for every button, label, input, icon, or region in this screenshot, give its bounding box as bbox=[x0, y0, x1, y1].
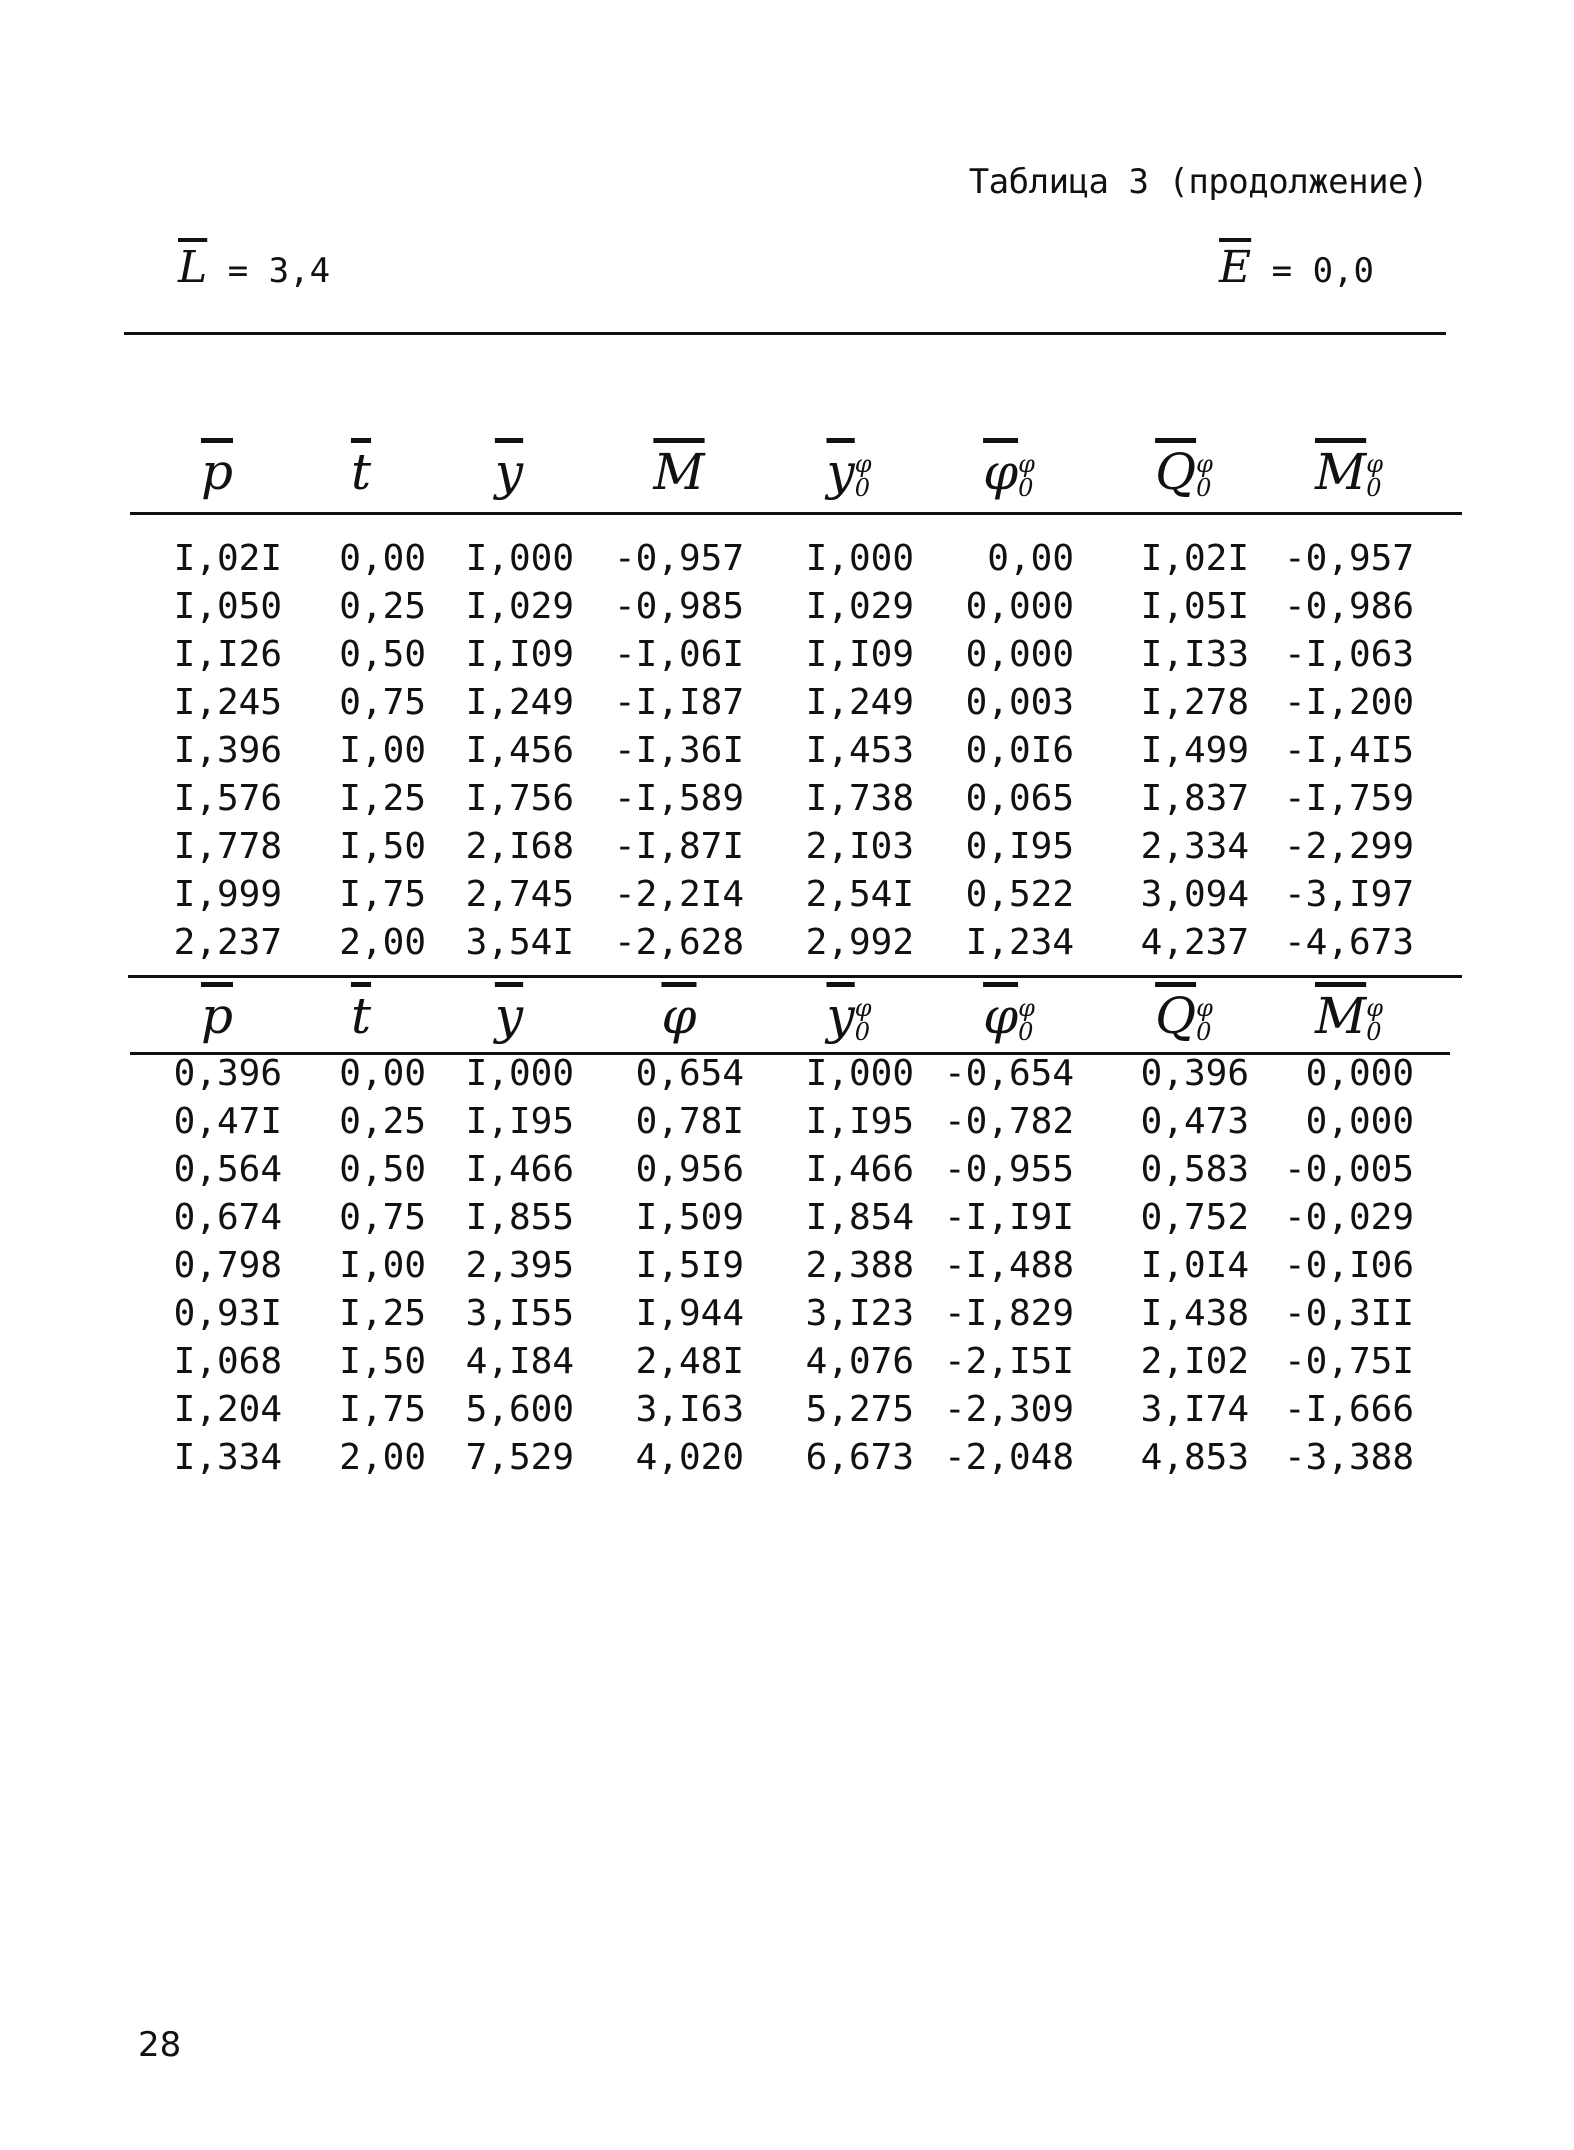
table-cell: -2,2I4 bbox=[613, 874, 744, 915]
table-cell: 4,237 bbox=[1140, 922, 1249, 963]
table-cell: I,00 bbox=[339, 730, 426, 771]
header-superscript: φ bbox=[1366, 994, 1383, 1022]
table-cell: -0,005 bbox=[1283, 1149, 1414, 1190]
table-cell: 2,I03 bbox=[805, 826, 914, 867]
table1-body bbox=[124, 535, 1464, 967]
table1-header-3 bbox=[604, 440, 754, 504]
header-subscript: 0 bbox=[854, 474, 870, 502]
table-cell: -I,I9I bbox=[943, 1197, 1074, 1238]
table-row bbox=[124, 1386, 1464, 1434]
table-cell: I,245 bbox=[173, 682, 282, 723]
table-row bbox=[124, 1146, 1464, 1194]
table-cell: I,466 bbox=[805, 1149, 914, 1190]
table-cell: I,756 bbox=[465, 778, 574, 819]
param-e bbox=[1219, 242, 1374, 293]
header-subscript: 0 bbox=[1366, 474, 1382, 502]
header-symbol: $\overline{\varphi}$ bbox=[661, 987, 697, 1045]
table-row bbox=[124, 919, 1464, 967]
param-l bbox=[178, 242, 330, 293]
header-symbol: $\overline{t}$ bbox=[350, 987, 372, 1045]
table-cell: I,204 bbox=[173, 1389, 282, 1430]
table-cell: I,I95 bbox=[805, 1101, 914, 1142]
header-symbol: $\overline{p}$ bbox=[200, 987, 233, 1045]
header-superscript: φ bbox=[854, 450, 872, 478]
table-cell: -I,488 bbox=[943, 1245, 1074, 1286]
table-cell: 4,853 bbox=[1140, 1437, 1249, 1478]
table-cell: 4,076 bbox=[805, 1341, 914, 1382]
table-cell: I,778 bbox=[173, 826, 282, 867]
table-row bbox=[124, 871, 1464, 919]
table-cell: 7,529 bbox=[465, 1437, 574, 1478]
table-cell: -3,388 bbox=[1283, 1437, 1414, 1478]
table1-header-4 bbox=[774, 440, 924, 504]
table-cell: I,509 bbox=[635, 1197, 744, 1238]
table-cell: 0,47I bbox=[173, 1101, 282, 1142]
table-caption: Таблица 3 (продолжение) bbox=[968, 162, 1428, 202]
table-cell: I,25 bbox=[339, 1293, 426, 1334]
table-cell: 3,I74 bbox=[1140, 1389, 1249, 1430]
table-cell: 6,673 bbox=[805, 1437, 914, 1478]
page-number: 28 bbox=[138, 2025, 182, 2065]
header-symbol: $\overline{y}$ bbox=[826, 987, 855, 1045]
table-row bbox=[124, 1290, 1464, 1338]
table-cell: I,000 bbox=[465, 1053, 574, 1094]
table-cell: -0,029 bbox=[1283, 1197, 1414, 1238]
table-cell: 0,75 bbox=[339, 1197, 426, 1238]
param-e-value: = 0,0 bbox=[1271, 251, 1374, 291]
table-cell: -0,957 bbox=[613, 538, 744, 579]
table2-header-1 bbox=[286, 984, 436, 1048]
table-cell: I,050 bbox=[173, 586, 282, 627]
table-cell: 0,00 bbox=[987, 538, 1074, 579]
table-cell: I,438 bbox=[1140, 1293, 1249, 1334]
table-row bbox=[124, 535, 1464, 583]
table2-header-4 bbox=[774, 984, 924, 1048]
table-cell: I,837 bbox=[1140, 778, 1249, 819]
table-cell: 0,0I6 bbox=[965, 730, 1074, 771]
table-cell: 4,020 bbox=[635, 1437, 744, 1478]
table2-header-3 bbox=[604, 984, 754, 1048]
table-cell: 5,600 bbox=[465, 1389, 574, 1430]
table-cell: 0,50 bbox=[339, 1149, 426, 1190]
table-cell: 2,54I bbox=[805, 874, 914, 915]
table-cell: -I,06I bbox=[613, 634, 744, 675]
param-l-symbol: $\overline{L}$ bbox=[178, 242, 208, 293]
table-row bbox=[124, 727, 1464, 775]
table-cell: -I,200 bbox=[1283, 682, 1414, 723]
table-cell: 2,I02 bbox=[1140, 1341, 1249, 1382]
table-cell: 5,275 bbox=[805, 1389, 914, 1430]
table-cell: -I,589 bbox=[613, 778, 744, 819]
table-cell: I,453 bbox=[805, 730, 914, 771]
table-cell: I,854 bbox=[805, 1197, 914, 1238]
table2-header-2 bbox=[434, 984, 584, 1048]
table-cell: -I,I87 bbox=[613, 682, 744, 723]
header-subscript: 0 bbox=[854, 1018, 870, 1046]
table2-header-7 bbox=[1274, 984, 1424, 1048]
table-row bbox=[124, 631, 1464, 679]
header-symbol: $\overline{y}$ bbox=[826, 443, 855, 501]
table-cell: -2,628 bbox=[613, 922, 744, 963]
table-cell: 0,78I bbox=[635, 1101, 744, 1142]
param-e-symbol: $\overline{E}$ bbox=[1219, 242, 1252, 293]
table-cell: I,738 bbox=[805, 778, 914, 819]
table-cell: -I,87I bbox=[613, 826, 744, 867]
table-cell: 0,674 bbox=[173, 1197, 282, 1238]
table-cell: I,456 bbox=[465, 730, 574, 771]
table-cell: -I,4I5 bbox=[1283, 730, 1414, 771]
table-cell: -2,I5I bbox=[943, 1341, 1074, 1382]
table-cell: I,05I bbox=[1140, 586, 1249, 627]
table-row bbox=[124, 823, 1464, 871]
table-cell: I,02I bbox=[173, 538, 282, 579]
header-superscript: φ bbox=[1196, 450, 1213, 478]
table-cell: 3,094 bbox=[1140, 874, 1249, 915]
header-symbol: $\overline{Q}$ bbox=[1155, 443, 1197, 501]
table-cell: 0,00 bbox=[339, 538, 426, 579]
table-cell: 2,00 bbox=[339, 922, 426, 963]
header-subscript: 0 bbox=[1366, 1018, 1382, 1046]
table-cell: 0,798 bbox=[173, 1245, 282, 1286]
table-cell: 0,065 bbox=[965, 778, 1074, 819]
header-symbol: $\overline{\varphi}$ bbox=[983, 443, 1019, 501]
table-cell: -0,I06 bbox=[1283, 1245, 1414, 1286]
table-cell: 0,000 bbox=[1305, 1053, 1414, 1094]
table-cell: -0,986 bbox=[1283, 586, 1414, 627]
table-cell: 0,473 bbox=[1140, 1101, 1249, 1142]
table-cell: -I,36I bbox=[613, 730, 744, 771]
table1-header-6 bbox=[1109, 440, 1259, 504]
table-cell: 0,522 bbox=[965, 874, 1074, 915]
table-cell: I,029 bbox=[805, 586, 914, 627]
param-l-value: = 3,4 bbox=[227, 251, 331, 291]
table-row bbox=[124, 679, 1464, 727]
header-superscript: φ bbox=[1018, 994, 1035, 1022]
table-cell: I,75 bbox=[339, 1389, 426, 1430]
table-cell: -I,829 bbox=[943, 1293, 1074, 1334]
table-cell: I,I33 bbox=[1140, 634, 1249, 675]
table-cell: I,I26 bbox=[173, 634, 282, 675]
table-row bbox=[124, 1338, 1464, 1386]
table-cell: -4,673 bbox=[1283, 922, 1414, 963]
table-cell: I,029 bbox=[465, 586, 574, 627]
table-cell: 0,956 bbox=[635, 1149, 744, 1190]
table-cell: I,855 bbox=[465, 1197, 574, 1238]
table1-header bbox=[124, 440, 1464, 520]
table-cell: I,I95 bbox=[465, 1101, 574, 1142]
table-row bbox=[124, 583, 1464, 631]
table-row bbox=[124, 1194, 1464, 1242]
table-cell: 2,745 bbox=[465, 874, 574, 915]
table-cell: 0,752 bbox=[1140, 1197, 1249, 1238]
header-symbol: $\overline{y}$ bbox=[494, 987, 524, 1045]
table-cell: 3,54I bbox=[465, 922, 574, 963]
table-cell: -0,75I bbox=[1283, 1341, 1414, 1382]
table-cell: 0,75 bbox=[339, 682, 426, 723]
table-cell: 0,654 bbox=[635, 1053, 744, 1094]
header-subscript: 0 bbox=[1196, 474, 1212, 502]
table2-body bbox=[124, 1050, 1464, 1482]
table1-header-7 bbox=[1274, 440, 1424, 504]
header-superscript: φ bbox=[1196, 994, 1213, 1022]
table2-header-0 bbox=[142, 984, 292, 1048]
table-cell: 0,25 bbox=[339, 586, 426, 627]
header-symbol: $\overline{y}$ bbox=[494, 443, 524, 501]
table-cell: -2,048 bbox=[943, 1437, 1074, 1478]
table1-header-1 bbox=[286, 440, 436, 504]
table-cell: I,000 bbox=[805, 1053, 914, 1094]
table-cell: -I,063 bbox=[1283, 634, 1414, 675]
table-cell: I,944 bbox=[635, 1293, 744, 1334]
table-cell: I,499 bbox=[1140, 730, 1249, 771]
table1-header-rule bbox=[130, 512, 1462, 515]
table-cell: 0,000 bbox=[1305, 1101, 1414, 1142]
table-cell: 2,00 bbox=[339, 1437, 426, 1478]
table-cell: -I,759 bbox=[1283, 778, 1414, 819]
table1-header-5 bbox=[934, 440, 1084, 504]
table-cell: I,75 bbox=[339, 874, 426, 915]
table-row bbox=[124, 1050, 1464, 1098]
table-cell: 3,I55 bbox=[465, 1293, 574, 1334]
header-subscript: 0 bbox=[1018, 1018, 1034, 1046]
table-cell: I,999 bbox=[173, 874, 282, 915]
table-cell: 0,583 bbox=[1140, 1149, 1249, 1190]
table-cell: I,5I9 bbox=[635, 1245, 744, 1286]
table-cell: I,334 bbox=[173, 1437, 282, 1478]
table-cell: -0,957 bbox=[1283, 538, 1414, 579]
table-cell: I,249 bbox=[465, 682, 574, 723]
table-cell: 0,000 bbox=[965, 634, 1074, 675]
table1-header-2 bbox=[434, 440, 584, 504]
table-cell: I,000 bbox=[805, 538, 914, 579]
table-cell: I,50 bbox=[339, 1341, 426, 1382]
table-cell: I,I09 bbox=[465, 634, 574, 675]
table-cell: 0,25 bbox=[339, 1101, 426, 1142]
header-symbol: $\overline{M}$ bbox=[1314, 443, 1367, 501]
table2-header-5 bbox=[934, 984, 1084, 1048]
table-cell: -0,3II bbox=[1283, 1293, 1414, 1334]
table-cell: 2,I68 bbox=[465, 826, 574, 867]
table-cell: 2,395 bbox=[465, 1245, 574, 1286]
table-cell: I,576 bbox=[173, 778, 282, 819]
table-cell: I,278 bbox=[1140, 682, 1249, 723]
table-cell: -I,666 bbox=[1283, 1389, 1414, 1430]
table2-header-6 bbox=[1109, 984, 1259, 1048]
table-cell: -0,654 bbox=[943, 1053, 1074, 1094]
table-cell: I,0I4 bbox=[1140, 1245, 1249, 1286]
table1-header-0 bbox=[142, 440, 292, 504]
table-cell: I,000 bbox=[465, 538, 574, 579]
header-symbol: $\overline{Q}$ bbox=[1155, 987, 1197, 1045]
table-cell: I,50 bbox=[339, 826, 426, 867]
table-cell: 0,000 bbox=[965, 586, 1074, 627]
table-cell: 0,396 bbox=[173, 1053, 282, 1094]
table-row bbox=[124, 1098, 1464, 1146]
table-cell: 3,I63 bbox=[635, 1389, 744, 1430]
table-cell: I,I09 bbox=[805, 634, 914, 675]
table-cell: I,249 bbox=[805, 682, 914, 723]
table-separator-rule bbox=[128, 975, 1462, 978]
table-cell: I,00 bbox=[339, 1245, 426, 1286]
header-symbol: $\overline{\varphi}$ bbox=[983, 987, 1019, 1045]
table-cell: -0,782 bbox=[943, 1101, 1074, 1142]
header-symbol: $\overline{p}$ bbox=[200, 443, 233, 501]
table-cell: -0,985 bbox=[613, 586, 744, 627]
table-cell: 0,396 bbox=[1140, 1053, 1249, 1094]
table-cell: I,466 bbox=[465, 1149, 574, 1190]
header-superscript: φ bbox=[1018, 450, 1035, 478]
table-cell: 0,93I bbox=[173, 1293, 282, 1334]
header-subscript: 0 bbox=[1018, 474, 1034, 502]
table-row bbox=[124, 775, 1464, 823]
header-superscript: φ bbox=[854, 994, 872, 1022]
table-cell: I,068 bbox=[173, 1341, 282, 1382]
header-symbol: $\overline{t}$ bbox=[350, 443, 372, 501]
table-cell: 0,00 bbox=[339, 1053, 426, 1094]
header-symbol: $\overline{M}$ bbox=[653, 443, 705, 501]
table-cell: I,25 bbox=[339, 778, 426, 819]
table-cell: 2,992 bbox=[805, 922, 914, 963]
table-row bbox=[124, 1242, 1464, 1290]
table-cell: I,02I bbox=[1140, 538, 1249, 579]
table-cell: -2,309 bbox=[943, 1389, 1074, 1430]
table-cell: 0,50 bbox=[339, 634, 426, 675]
table-cell: 0,564 bbox=[173, 1149, 282, 1190]
table-cell: 2,334 bbox=[1140, 826, 1249, 867]
table-cell: 0,I95 bbox=[965, 826, 1074, 867]
table-row bbox=[124, 1434, 1464, 1482]
table-cell: 2,237 bbox=[173, 922, 282, 963]
header-symbol: $\overline{M}$ bbox=[1314, 987, 1367, 1045]
table-cell: I,234 bbox=[965, 922, 1074, 963]
table-cell: -3,I97 bbox=[1283, 874, 1414, 915]
header-subscript: 0 bbox=[1196, 1018, 1212, 1046]
top-rule bbox=[124, 332, 1446, 335]
table-cell: -0,955 bbox=[943, 1149, 1074, 1190]
table-cell: 2,388 bbox=[805, 1245, 914, 1286]
table-cell: 0,003 bbox=[965, 682, 1074, 723]
table-cell: 2,48I bbox=[635, 1341, 744, 1382]
table-cell: 3,I23 bbox=[805, 1293, 914, 1334]
header-superscript: φ bbox=[1366, 450, 1383, 478]
table-cell: -2,299 bbox=[1283, 826, 1414, 867]
table-cell: 4,I84 bbox=[465, 1341, 574, 1382]
table-cell: I,396 bbox=[173, 730, 282, 771]
